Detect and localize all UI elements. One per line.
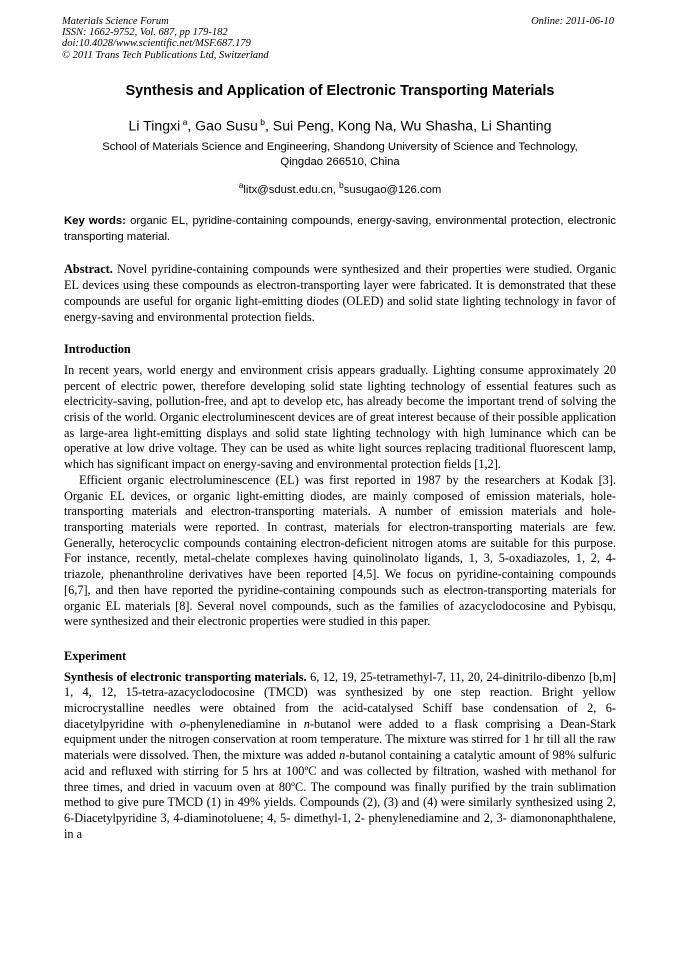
keywords-label: Key words: (64, 215, 126, 228)
abstract-text: Novel pyridine-containing compounds were synthesized and their properties were studied. Organic EL devices using these compounds as electron-transporting layer were fabricated. It is demonstrated that these compounds are useful for organic light-emitting diodes (OLED) and solid state lighting technology in favor of energy-saving and environmental protection fields. (64, 262, 616, 324)
author-2: Gao Susu (195, 117, 258, 134)
paper-body (64, 82, 616, 842)
journal-name: Materials Science Forum (62, 16, 169, 27)
journal-header (62, 16, 269, 61)
email-a-sup: a (238, 179, 244, 190)
experiment-text-1: 6, 12, 19, 25-tetramethyl-7, 11, 20, 24-dinitrilo-dibenzo [b,m] 1, 4, 12, 15-tetra-azacyclodocosine (TMCD) was synthesized by one step reaction. Bright yellow microcrystalline needles were obtained from the acid-catalysed Schiff base condensation of 2, 6-diacetylpyridine with (64, 669, 616, 731)
issn-line: ISSN: 1662-9752, Vol. 687, pp 179-182 (62, 27, 228, 39)
experiment-paragraph (64, 670, 616, 843)
experiment-text-2: -phenylenediamine in (185, 716, 304, 731)
introduction-paragraph-2: Efficient organic electroluminescence (EL) was first reported in 1987 by the researchers at Kodak [3]. Organic EL devices, or organic light-emitting diodes, are mainly composed of emission materials, hole- transporting materials and electron-transporting materials. A number of emission materials and hole-transporting materials were reported. In contrast, materials for electron-transporting materials are few. Generally, heterocyclic compounds containing electron-deficient nitrogen atoms are suitable for this purpose. For instance, recently, metal-chelate complexes having quinolinolato ligands, 1, 3, 5-oxadiazoles, 1, 2, 4-triazole, phenanthroline derivatives have been reported [4,5]. We focus on pyridine-containing compounds [6,7], and then have reported the pyridine-containing compounds such as electron-transporting materials for organic EL materials [8]. Several novel compounds, such as the families of azacyclodocosine and Pybisqu, were synthesized and their electronic properties were studied in this paper. (64, 472, 616, 629)
keywords-text: organic EL, pyridine-containing compounds, energy-saving, environmental protection, electronic transporting material. (64, 215, 616, 243)
author-emails (64, 178, 616, 198)
affiliation (64, 140, 616, 171)
other-authors: , Sui Peng, Kong Na, Wu Shasha, Li Shanting (264, 117, 552, 134)
keywords (64, 214, 616, 245)
italic-n-1: n (303, 716, 310, 731)
affiliation-line-1: School of Materials Science and Engineering, Shandong University of Science and Technology, (102, 140, 578, 153)
doi-line: doi:10.4028/www.scientific.net/MSF.687.179 (62, 38, 251, 50)
introduction-heading: Introduction (64, 342, 131, 357)
paper-title: Synthesis and Application of Electronic Transporting Materials (125, 83, 555, 99)
author-list (64, 113, 616, 135)
affiliation-line-2: Qingdao 266510, China (280, 156, 400, 169)
email-b-sup: b (339, 179, 344, 190)
online-date: Online: 2011-06-10 (531, 16, 614, 27)
experiment-text-4: -butanol containing a catalytic amount of 98% sulfuric acid and refluxed with stirring for 5 hrs at 100ºC and was collected by filtration, washed with methanol for three times, and dried in vacuum oven at 80ºC. The compound was finally purified by the train sublimation method to give pure TMCD (1) in 49% yields. Compounds (2), (3) and (4) were similarly synthesized using 2, 6-Diacetylpyridine 3, 4-diaminotoluene; 4, 5- dimethyl-1, 2- phenylenediamine and 2, 3- diamononaphthalene, in a (64, 748, 616, 841)
experiment-text-3: -butanol were added to a flask comprising a Dean-Stark equipment under the nitrogen conservation at room temperature. The mixture was stirred for 1 hr till all the raw materials were dissolved. Then, the mixture was added (64, 716, 616, 763)
email-a: litx@sdust.edu.cn, (243, 183, 340, 196)
abstract-label: Abstract. (64, 262, 113, 277)
author-1: Li Tingxi (128, 117, 181, 134)
italic-n-2: n (339, 748, 346, 763)
introduction-paragraph-1: In recent years, world energy and environment crisis appears gradually. Lighting consume approximately 20 percent of electric power, therefore developing solid state lighting technology of essential features such as electricity-saving, pollution-free, and apt to develop etc, has already become the important trend of solving the crisis of the world. Organic electroluminescent devices are of great interest because of their possible application as large-area light-emitting displays and solid state lighting technology with high luminance which can be operative at low drive voltage. They can be used as white light sources replacing traditional fluorescent lamp, which has significant impact on energy-saving and environmental protection fields [1,2]. (64, 362, 616, 472)
abstract (64, 262, 616, 325)
author-sep: , (187, 117, 196, 134)
author-1-sup: a (182, 117, 188, 127)
email-b: susugao@126.com (343, 183, 442, 196)
italic-o: o (179, 716, 186, 731)
author-2-sup: b (260, 117, 265, 127)
experiment-heading: Experiment (64, 648, 127, 663)
copyright-line: © 2011 Trans Tech Publications Ltd, Switzerland (62, 49, 269, 61)
experiment-lead: Synthesis of electronic transporting materials. (64, 669, 307, 684)
